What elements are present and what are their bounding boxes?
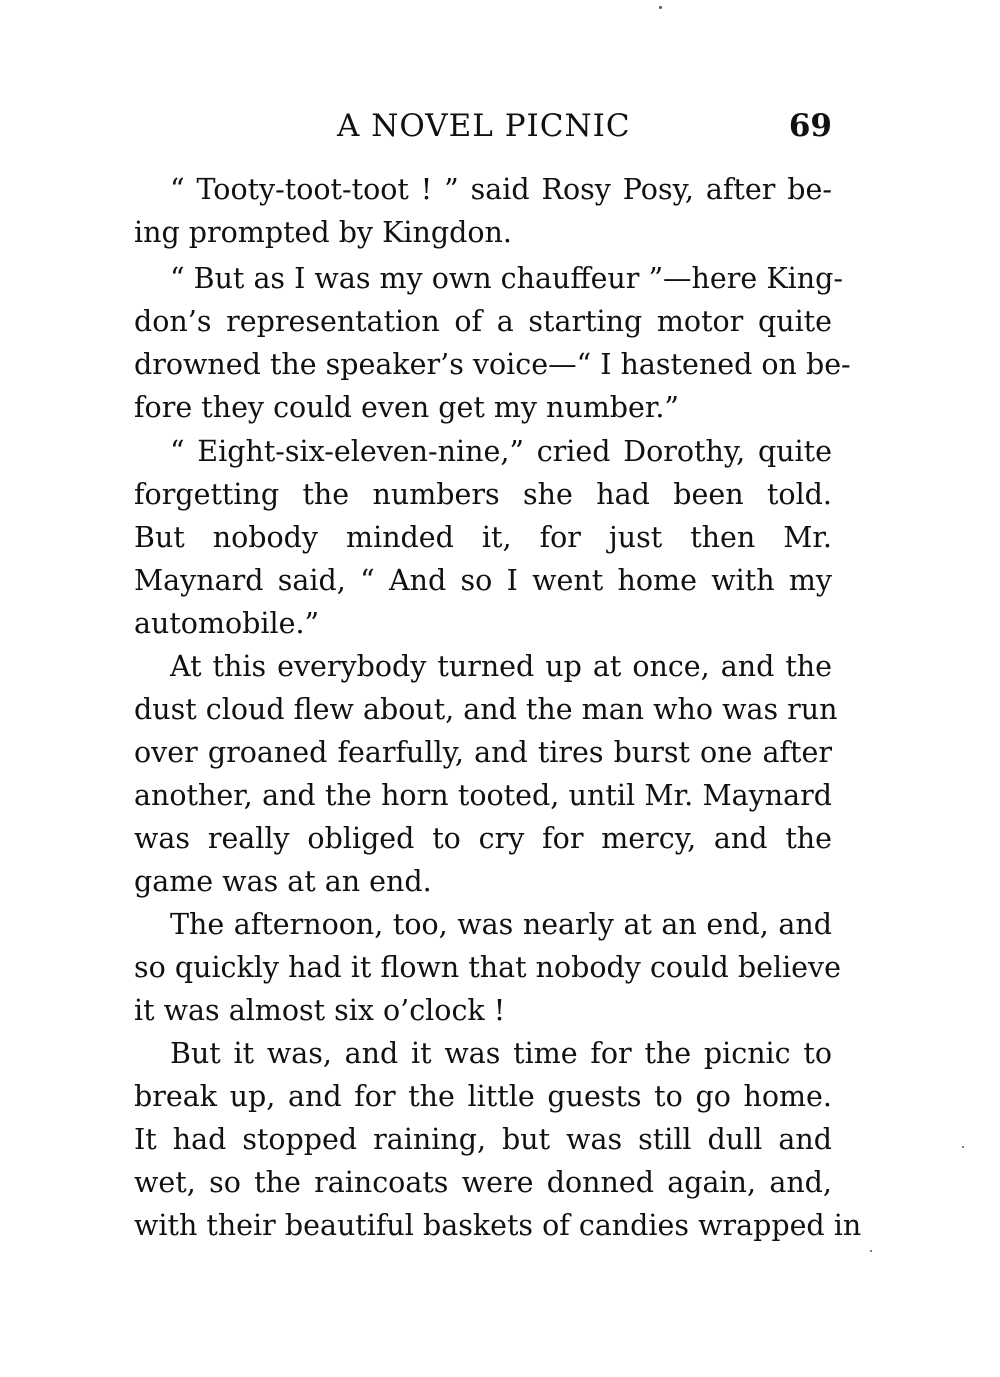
paragraph [134,430,832,645]
text-line: break up, and for the little guests to go home. [134,1080,832,1113]
running-title: A NOVEL PICNIC [337,108,631,144]
text-line: with their beautiful baskets of candies wrapped in [134,1209,862,1242]
text-line: don’s representation of a starting motor quite [134,305,832,338]
text-line: Maynard said, “ And so I went home with my [134,564,832,597]
text-line: It had stopped raining, but was still dull and [134,1123,832,1156]
text-line: wet, so the raincoats were donned again, and, [134,1166,832,1199]
text-line: ing prompted by Kingdon. [134,216,512,249]
running-head [134,104,832,148]
text-line: The afternoon, too, was nearly at an end, and [170,908,832,941]
text-line: it was almost six o’clock ! [134,994,506,1027]
print-speck [659,6,662,9]
paragraph [134,257,851,429]
print-speck [870,1250,872,1252]
text-line: automobile.” [134,607,320,640]
text-line: “ Eight-six-eleven-nine,” cried Dorothy, quite [170,435,832,468]
paragraph [134,645,838,903]
text-line: so quickly had it flown that nobody could believe [134,951,842,984]
text-line: But it was, and it was time for the picnic to [170,1037,832,1070]
text-line: over groaned fearfully, and tires burst one after [134,736,832,769]
text-line: “ Tooty-toot-toot ! ” said Rosy Posy, after be- [170,173,832,206]
print-speck [962,1146,964,1148]
text-line: dust cloud flew about, and the man who was run [134,693,838,726]
text-line: game was at an end. [134,865,432,898]
text-line: fore they could even get my number.” [134,391,680,424]
text-line: “ But as I was my own chauffeur ”—here King- [170,262,843,295]
text-line: But nobody minded it, for just then Mr. [134,521,832,554]
text-line: At this everybody turned up at once, and the [170,650,832,683]
page-number: 69 [788,108,832,144]
paragraph [134,903,842,1032]
text-line: forgetting the numbers she had been told. [134,478,832,511]
paragraph [134,1032,862,1247]
text-line: drowned the speaker’s voice—“ I hastened on be- [134,348,851,381]
text-line: was really obliged to cry for mercy, and the [134,822,832,855]
paragraph [134,168,832,254]
body-text [134,168,862,1247]
text-line: another, and the horn tooted, until Mr. Maynard [134,779,832,812]
